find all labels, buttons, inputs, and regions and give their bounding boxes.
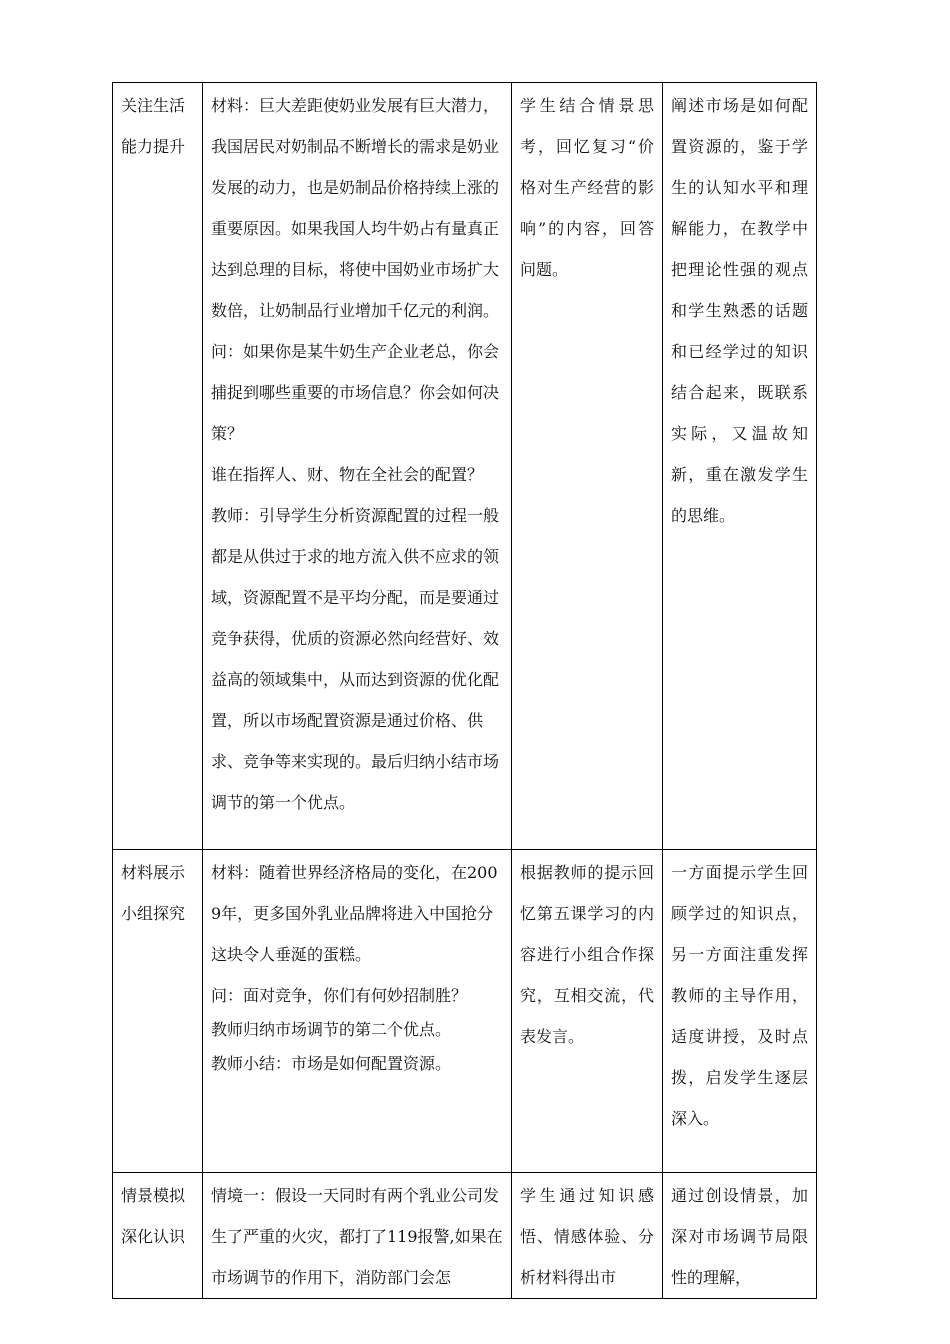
teacher-paragraph: 问：面对竞争，你们有何妙招制胜？ [211,986,468,1005]
design-intent-text: 阐述市场是如何配置资源的，鉴于学生的认知水平和理解能力，在教学中把理论性强的观点和学生熟悉的话题和已经学过的知识结合起来，既联系实际，又温故知新，重在激发学生的思维。 [671,96,808,525]
teacher-paragraph: 谁在指挥人、财、物在全社会的配置？ [211,465,484,484]
student-activity-text: 根据教师的提示回忆第五课学习的内容进行小组合作探究，互相交流，代表发言。 [520,863,654,1046]
teacher-activity-cell [203,1173,512,1299]
table-row [113,1173,817,1299]
teacher-paragraph: 材料：巨大差距使奶业发展有巨大潜力，我国居民对奶制品不断增长的需求是奶业发展的动力，也是奶制品价格持续上涨的重要原因。如果我国人均牛奶占有量真正达到总理的目标，将使中国奶业市场扩大数倍，让奶制品行业增加千亿元的利润。 [211,96,500,320]
stage-cell [113,1173,203,1299]
student-activity-text: 学生结合情景思考，回忆复习“价格对生产经营的影响”的内容，回答问题。 [520,96,654,279]
teacher-paragraph: 教师：引导学生分析资源配置的过程一般都是从供过于求的地方流入供不应求的领域，资源配置不是平均分配，而是要通过竞争获得，优质的资源必然向经营好、效益高的领域集中，从而达到资源的优化配置，所以市场配置资源是通过价格、供求、竞争等来实现的。最后归纳小结市场调节的第一个优点。 [211,506,500,812]
stage-cell [113,850,203,1173]
student-activity-text: 学生通过知识感悟、情感体验、分析材料得出市 [520,1186,654,1287]
teacher-paragraph: 教师小结：市场是如何配置资源。 [211,1054,452,1073]
student-activity-cell [512,83,663,850]
teacher-paragraph: 材料：随着世界经济格局的变化，在2009年，更多国外乳业品牌将进入中国抢分这块令人垂涎的蛋糕。 [211,863,498,964]
design-intent-text: 一方面提示学生回顾学过的知识点，另一方面注重发挥教师的主导作用，适度讲授，及时点拨，启发学生逐层深入。 [671,863,808,1128]
teacher-paragraph: 教师归纳市场调节的第二个优点。 [211,1020,452,1039]
stage-cell [113,83,203,850]
design-intent-cell [663,1173,817,1299]
stage-label: 关注生活能力提升 [121,96,186,156]
teacher-paragraph: 情境一：假设一天同时有两个乳业公司发生了严重的火灾，都打了119报警,如果在市场调节的作用下，消防部门会怎 [211,1186,503,1287]
student-activity-cell [512,850,663,1173]
teacher-activity-cell [203,83,512,850]
table-row [113,83,817,850]
lesson-plan-table [112,82,817,1299]
table-row [113,850,817,1173]
design-intent-cell [663,83,817,850]
teacher-activity-cell [203,850,512,1173]
stage-label: 材料展示小组探究 [121,863,186,923]
design-intent-cell [663,850,817,1173]
teacher-paragraph: 问：如果你是某牛奶生产企业老总，你会捕捉到哪些重要的市场信息？你会如何决策？ [211,342,500,443]
student-activity-cell [512,1173,663,1299]
stage-label: 情景模拟深化认识 [121,1186,186,1246]
design-intent-text: 通过创设情景，加深对市场调节局限性的理解， [671,1186,808,1287]
